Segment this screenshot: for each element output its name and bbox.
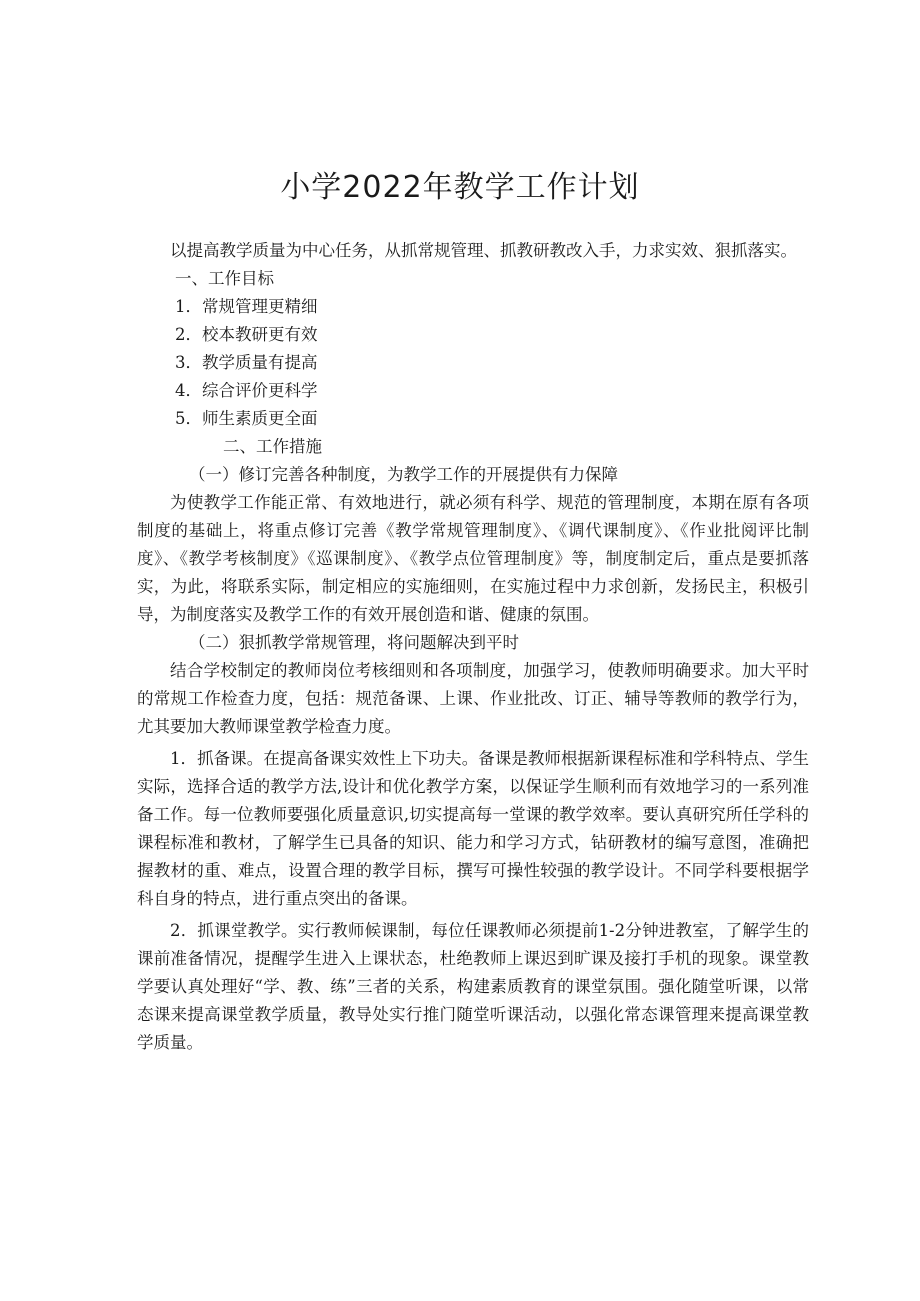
measure-heading-2: （二）狠抓教学常规管理，将问题解决到平时 <box>189 633 519 652</box>
section-heading-measures: 二、工作措施 <box>223 437 322 456</box>
goal-item: 5．师生素质更全面 <box>175 409 318 428</box>
document-title: 小学2022年教学工作计划 <box>280 170 640 205</box>
item-paragraph-2: 2．抓课堂教学。实行教师候课制，每位任课教师必须提前1-2分钟进教室，了解学生的课前准备情况，提醒学生进入上课状态，杜绝教师上课迟到旷课及接打手机的现象。课堂教学要认真处理好“学、教、练”三者的关系，构建素质教育的课堂氛围。强化随堂听课，以常态课来提高课堂教学质量，教导处实行推门随堂听课活动，以强化常态课管理来提高课堂教学质量。 <box>137 921 809 1052</box>
item-paragraph-1: 1．抓备课。在提高备课实效性上下功夫。备课是教师根据新课程标准和学科特点、学生实际，选择合适的教学方法,设计和优化教学方案，以保证学生顺利而有效地学习的一系列准备工作。每一位教师要强化质量意识,切实提高每一堂课的教学效率。要认真研究所任学科的课程标准和教材，了解学生已具备的知识、能力和学习方式，钻研教材的编写意图，准确把握教材的重、难点，设置合理的教学目标，撰写可操性较强的教学设计。不同学科要根据学科自身的特点，进行重点突出的备课。 <box>137 749 809 908</box>
goal-item: 1．常规管理更精细 <box>175 297 318 316</box>
goal-item: 3．教学质量有提高 <box>175 353 318 372</box>
section-heading-goals: 一、工作目标 <box>175 269 274 288</box>
intro-paragraph: 以提高教学质量为中心任务，从抓常规管理、抓教研教改入手，力求实效、狠抓落实。 <box>170 241 797 260</box>
measure-paragraph-1: 为使教学工作能正常、有效地进行，就必须有科学、规范的管理制度，本期在原有各项制度的基础上，将重点修订完善《教学常规管理制度》、《调代课制度》、《作业批阅评比制度》、《教学考核制度》《巡课制度》、《教学点位管理制度》等，制度制定后，重点是要抓落实，为此，将联系实际，制定相应的实施细则，在实施过程中力求创新，发扬民主，积极引导，为制度落实及教学工作的有效开展创造和谐、健康的氛围。 <box>137 493 809 624</box>
goal-item: 2．校本教研更有效 <box>175 325 318 344</box>
measure-heading-1: （一）修订完善各种制度，为教学工作的开展提供有力保障 <box>189 465 618 484</box>
document-body <box>137 237 809 1057</box>
goal-item: 4．综合评价更科学 <box>175 381 318 400</box>
measure-paragraph-2: 结合学校制定的教师岗位考核细则和各项制度，加强学习，使教师明确要求。加大平时的常规工作检查力度，包括：规范备课、上课、作业批改、订正、辅导等教师的教学行为，尤其要加大教师课堂教学检查力度。 <box>137 661 809 736</box>
